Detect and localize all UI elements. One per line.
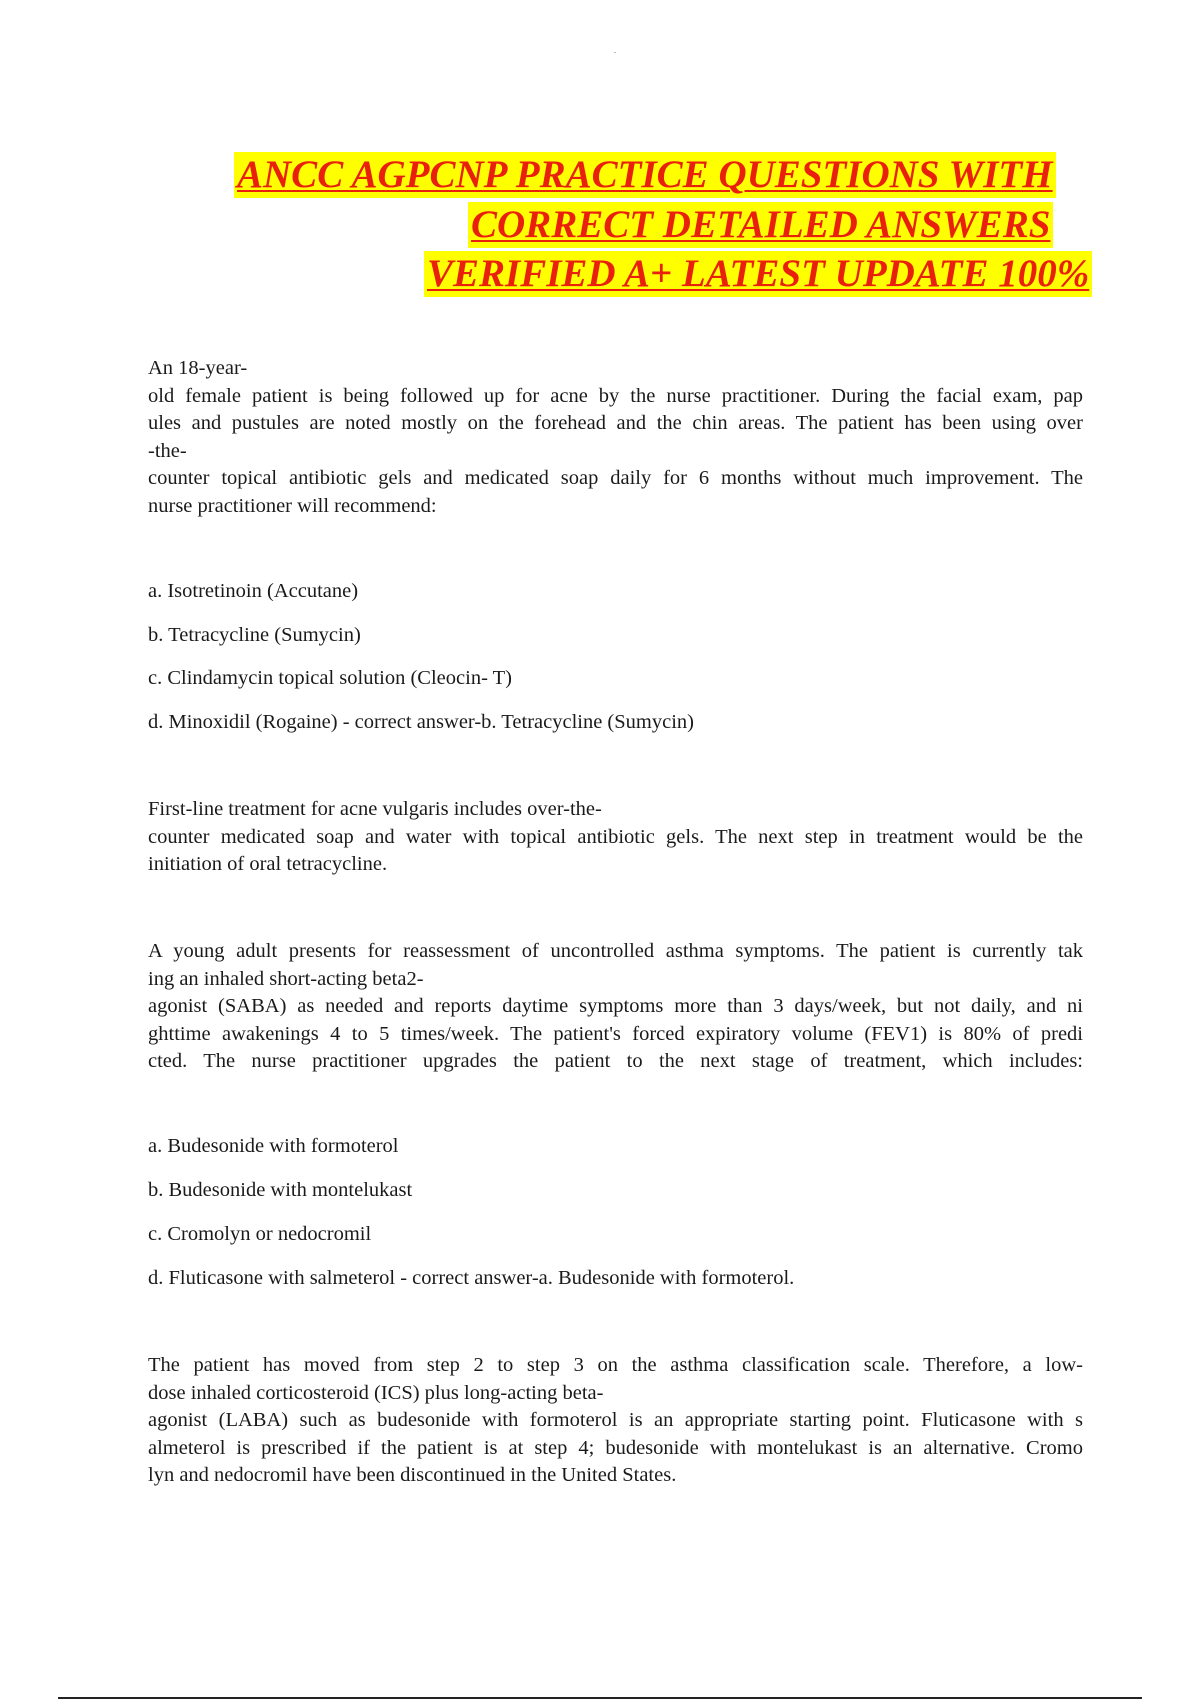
q2-rationale-line: dose inhaled corticosteroid (ICS) plus long-acting beta- — [148, 1381, 604, 1404]
q2-stem-line: A young adult presents for reassessment of uncontrolled asthma symptoms. The patient is currently tak — [148, 940, 1083, 962]
title-line-1: ANCC AGPCNP PRACTICE QUESTIONS WITH — [234, 152, 1056, 198]
q1-choice-a: a. Isotretinoin (Accutane) — [148, 580, 359, 602]
q1-stem-line: nurse practitioner will recommend: — [148, 494, 437, 517]
question-2-stem — [148, 938, 1083, 1076]
q2-choice-d-answer: d. Fluticasone with salmeterol - correct answer-a. Budesonide with formoterol. — [148, 1267, 795, 1289]
scan-artifact — [614, 52, 616, 53]
title-line-3: VERIFIED A+ LATEST UPDATE 100% — [424, 251, 1092, 297]
q2-rationale-line: lyn and nedocromil have been discontinued in the United States. — [148, 1464, 677, 1486]
q1-stem-line: old female patient is being followed up for acne by the nurse practitioner. During the facial exam, pap — [148, 384, 1083, 407]
q2-stem-line: ing an inhaled short-acting beta2- — [148, 967, 424, 990]
q2-choice-c: c. Cromolyn or nedocromil — [148, 1223, 372, 1245]
page-bottom-rule — [58, 1697, 1142, 1699]
q2-stem-line: agonist (SABA) as needed and reports daytime symptoms more than 3 days/week, but not daily, and ni — [148, 995, 1083, 1017]
q1-rationale-line: counter medicated soap and water with topical antibiotic gels. The next step in treatment would be the — [148, 825, 1083, 848]
q2-stem-line: ghttime awakenings 4 to 5 times/week. The patient's forced expiratory volume (FEV1) is 80% of predi — [148, 1022, 1083, 1045]
q1-rationale-line: First-line treatment for acne vulgaris includes over-the- — [148, 798, 602, 820]
q2-rationale-line: almeterol is prescribed if the patient is at step 4; budesonide with montelukast is an alternative. Cromo — [148, 1436, 1083, 1459]
q1-stem-line: An 18-year- — [148, 357, 248, 379]
q2-rationale-line: The patient has moved from step 2 to step 3 on the asthma classification scale. Therefore, a low- — [148, 1354, 1083, 1376]
q2-stem-line: cted. The nurse practitioner upgrades the patient to the next stage of treatment, which includes: — [148, 1050, 1083, 1072]
q1-stem-line: ules and pustules are noted mostly on the forehead and the chin areas. The patient has been using over — [148, 412, 1083, 434]
q1-choice-d-answer: d. Minoxidil (Rogaine) - correct answer-b. Tetracycline (Sumycin) — [148, 711, 694, 733]
q2-choice-a: a. Budesonide with formoterol — [148, 1135, 399, 1157]
title-line-2: CORRECT DETAILED ANSWERS — [468, 202, 1053, 248]
q1-choice-c: c. Clindamycin topical solution (Cleocin- T) — [148, 667, 512, 689]
q2-rationale-line: agonist (LABA) such as budesonide with formoterol is an appropriate starting point. Fluticasone with s — [148, 1409, 1083, 1431]
q2-choice-b: b. Budesonide with montelukast — [148, 1179, 413, 1201]
q1-stem-line: -the- — [148, 439, 187, 462]
q1-choice-b: b. Tetracycline (Sumycin) — [148, 624, 361, 646]
question-1-rationale — [148, 796, 1083, 879]
question-2-rationale — [148, 1352, 1083, 1490]
q1-stem-line: counter topical antibiotic gels and medicated soap daily for 6 months without much improvement. The — [148, 467, 1083, 489]
question-1-stem — [148, 355, 1083, 520]
q1-rationale-line: initiation of oral tetracycline. — [148, 853, 388, 875]
